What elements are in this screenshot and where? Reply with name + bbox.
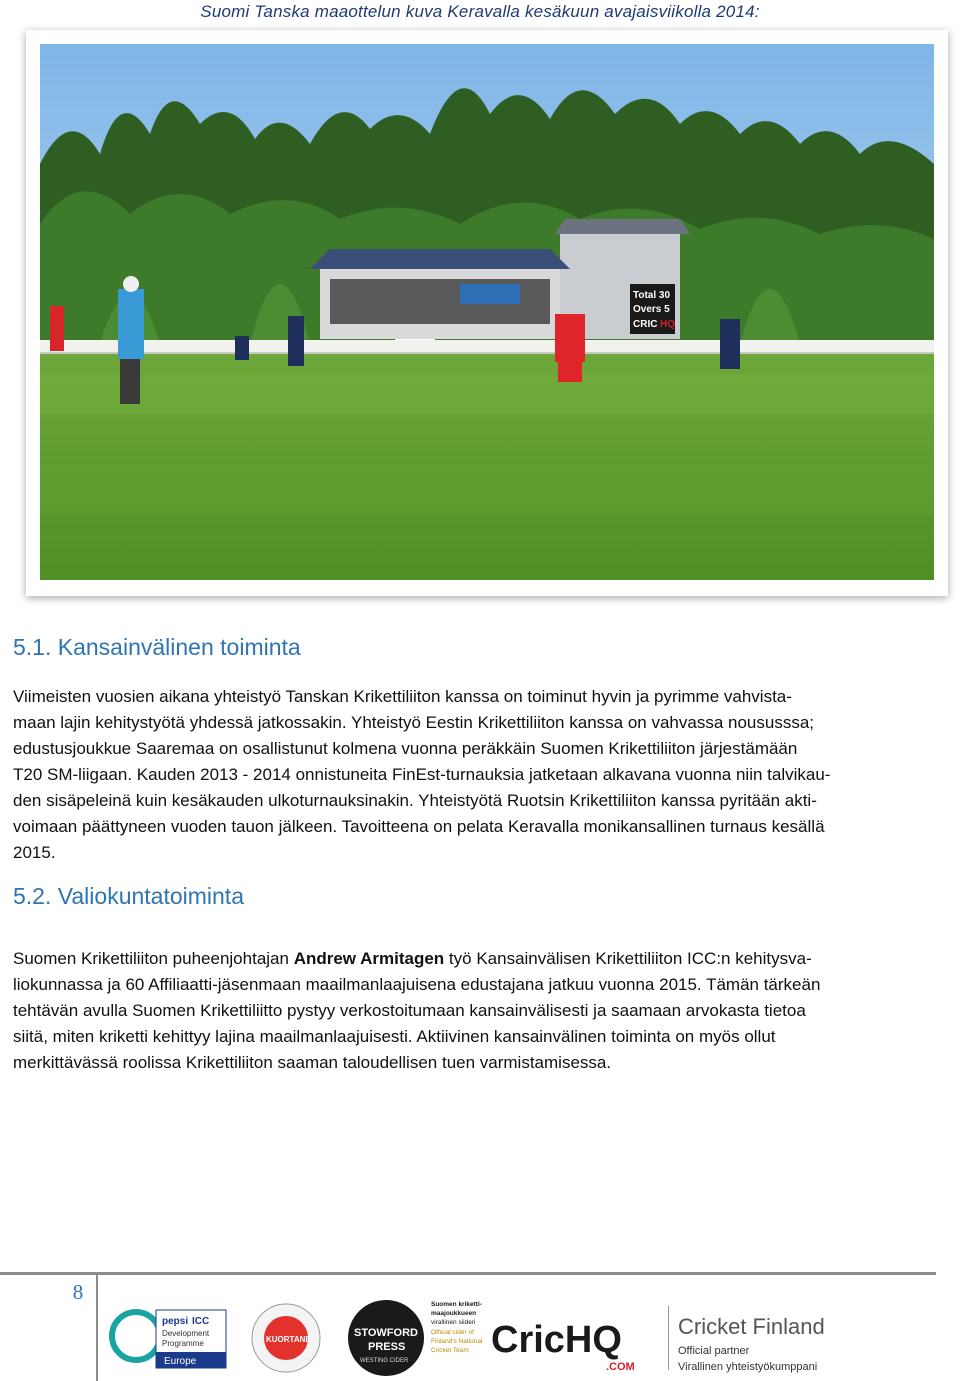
line-text: Suomen Krikettiliiton puheenjohtajan — [13, 949, 294, 968]
paragraph-line: edustusjoukkue Saaremaa on osallistunut kolmena vuonna peräkkäin Suomen Krikettiliiton järjestämään — [13, 739, 798, 758]
scoreboard-line2: Overs 5 — [633, 304, 670, 315]
stowford-press-logo — [348, 1300, 424, 1376]
cricket-field-illustration — [40, 44, 934, 580]
icc-text: ICC — [192, 1316, 210, 1327]
section-heading-committee: 5.2. Valiokuntatoiminta — [13, 883, 244, 909]
kuortane-text: KUORTANE — [266, 1335, 311, 1344]
photo-caption: Suomi Tanska maaottelun kuva Keravalla kesäkuun avajaisviikolla 2014: — [200, 2, 760, 21]
paragraph-line: den sisäpeleinä kuin kesäkauden ulkoturnauksinakin. Yhteistyötä Ruotsin Krikettiliiton kanssa pyritään akti- — [13, 791, 817, 810]
section-heading-international: 5.1. Kansainvälinen toiminta — [13, 634, 301, 660]
paragraph-line: maan lajin kehitystyötä yhdessä jatkossakin. Yhteistyö Eestin Krikettiliiton kanssa on vahvassa noususssa; — [13, 713, 814, 732]
scoreboard-line1: Total 30 — [633, 290, 671, 301]
paragraph-line: tehtävän avulla Suomen Krikettiliitto pystyy verkostoitumaan kansainvälisesti ja saamaan arvokasta tietoa — [13, 1001, 806, 1020]
paragraph-line: siitä, miten kriketti kehittyy lajina maailmanlaajuisesti. Aktiivinen kansainvälinen toiminta on myös ollut — [13, 1027, 776, 1046]
icc-pepsi-text: pepsi — [162, 1316, 189, 1327]
paragraph-line: merkittävässä roolissa Krikettiliiton saaman taloudellisen tuen varmistamisessa. — [13, 1053, 612, 1072]
official-cider-text — [431, 1301, 483, 1354]
paragraph-line: T20 SM-liigaan. Kauden 2013 - 2014 onnistuneita FinEst-turnauksia jatketaan alkavana vuonna niin talvikau- — [13, 765, 831, 784]
cricket-finland-logo — [678, 1314, 825, 1373]
scoreboard-brand-a: CRIC — [633, 319, 658, 330]
icc-prog-text: Programme — [162, 1339, 204, 1348]
cider-line1: Suomen kriketti- — [431, 1301, 482, 1308]
kuortane-logo — [252, 1304, 320, 1372]
cider-line6: Cricket Team — [431, 1347, 469, 1354]
paragraph-line: voimaan päättyneen vuoden tauon jälkeen. Tavoitteena on pelata Keravalla monikansallinen turnaus kesällä — [13, 817, 825, 836]
photo-frame — [26, 30, 948, 596]
crichq-suffix: .COM — [606, 1361, 635, 1373]
cider-line2: maajoukkueen — [431, 1310, 477, 1317]
cricket-match-photo — [40, 44, 934, 580]
crichq-logo — [491, 1319, 635, 1373]
sponsor-logos — [106, 1296, 936, 1380]
cider-line5: Finland's National — [431, 1338, 483, 1345]
cricket-finland-sub2: Virallinen yhteistyökumppani — [678, 1361, 818, 1373]
cricket-finland-name: Cricket Finland — [678, 1314, 825, 1339]
stowford-line2: PRESS — [368, 1341, 406, 1353]
icc-region-text: Europe — [164, 1356, 197, 1367]
stowford-line1: STOWFORD — [354, 1327, 418, 1339]
paragraph-line: liokunnassa ja 60 Affiliaatti-jäsenmaan maailmanlaajuisena edustajana jatkuu vuonna 2015. Tämän tärkeän — [13, 975, 821, 994]
stowford-sub: WESTING CIDER — [360, 1358, 409, 1364]
chairman-name: Andrew Armitagen — [293, 949, 445, 968]
paragraph-line — [13, 946, 947, 972]
scoreboard-brand-b: HQ — [660, 319, 675, 330]
paragraph-international — [13, 684, 947, 866]
cider-line3: virallinen siideri — [431, 1319, 476, 1326]
footer-divider — [0, 1272, 936, 1275]
paragraph-line: 2015. — [13, 843, 56, 862]
paragraph-committee — [13, 946, 947, 1076]
icc-dev-text: Development — [162, 1329, 210, 1338]
crichq-name: CricHQ — [491, 1319, 622, 1361]
line-text: työ Kansainvälisen Krikettiliiton ICC:n kehitysva- — [444, 949, 812, 968]
paragraph-line: Viimeisten vuosien aikana yhteistyö Tanskan Krikettiliiton kanssa on toiminut hyvin ja pyrimme vahvista- — [13, 687, 792, 706]
cider-line4: Official cider of — [431, 1329, 474, 1336]
cricket-finland-sub1: Official partner — [678, 1345, 750, 1357]
icc-development-logo — [112, 1310, 226, 1368]
boundary-fence — [40, 340, 934, 355]
page-number: 8 — [72, 1280, 84, 1304]
